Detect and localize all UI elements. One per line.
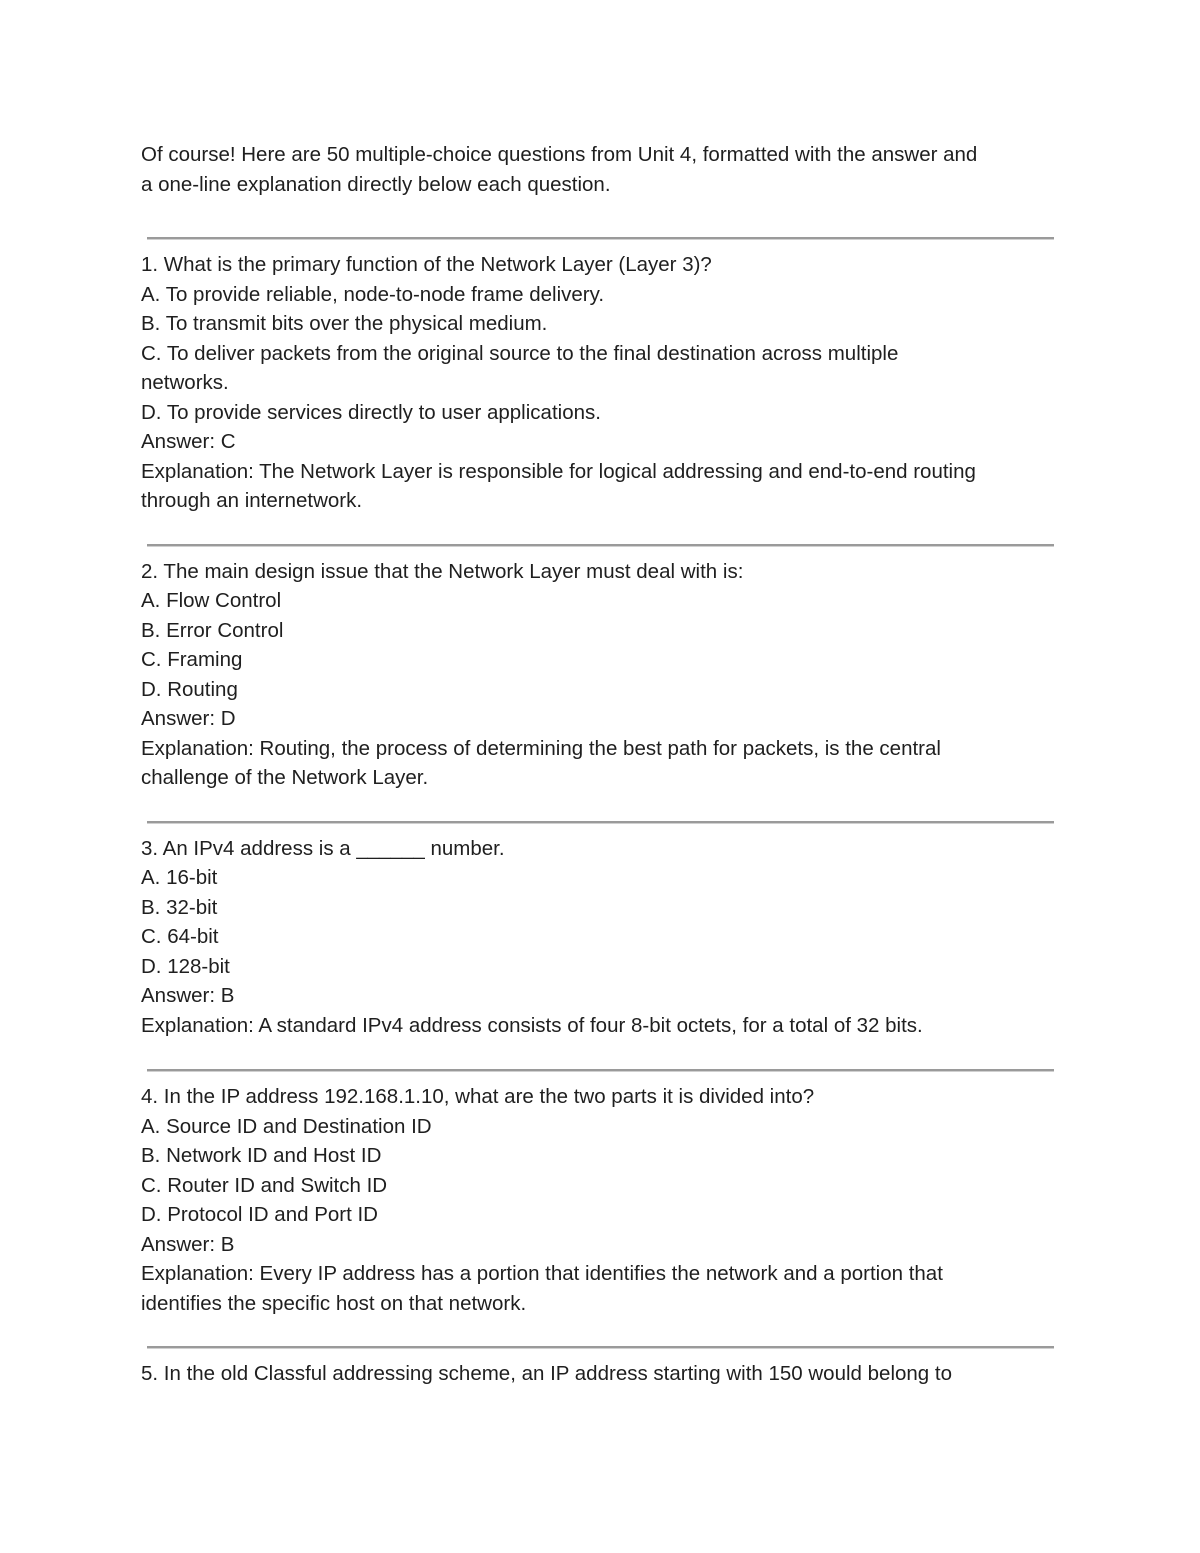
question-text: 4. In the IP address 192.168.1.10, what are the two parts it is divided into? [141,1085,815,1108]
horizontal-divider [147,237,1054,240]
option-a: A. 16-bit [141,866,218,889]
option-b: B. To transmit bits over the physical medium. [141,312,548,335]
option-a: A. Source ID and Destination ID [141,1114,432,1138]
question-text: 2. The main design issue that the Network Layer must deal with is: [141,559,744,583]
answer-line: Answer: C [141,430,236,453]
horizontal-divider [147,1069,1054,1072]
question-block-5 [141,1359,1056,1389]
option-d: D. 128-bit [141,954,230,978]
horizontal-divider [147,821,1054,824]
answer-line: Answer: B [141,1232,235,1256]
option-a: A. To provide reliable, node-to-node frame delivery. [141,282,605,306]
explanation-line: challenge of the Network Layer. [141,766,429,789]
question-text: 1. What is the primary function of the Network Layer (Layer 3)? [141,253,712,276]
option-d: D. Routing [141,677,238,701]
explanation-line: Explanation: Routing, the process of determining the best path for packets, is the central [141,736,941,760]
question-block-1 [141,250,1056,516]
answer-line: Answer: B [141,984,235,1007]
option-c: C. Framing [141,648,243,671]
option-c: C. Router ID and Switch ID [141,1173,388,1197]
option-a: A. Flow Control [141,589,282,612]
option-d: D. Protocol ID and Port ID [141,1203,378,1226]
explanation-line: Explanation: Every IP address has a portion that identifies the network and a portion that [141,1262,943,1285]
option-c: C. 64-bit [141,925,219,948]
option-b: B. Error Control [141,618,284,642]
horizontal-divider [147,544,1054,547]
option-c-continued: networks. [141,371,229,394]
question-text: 5. In the old Classful addressing scheme, an IP address starting with 150 would belong to [141,1362,952,1385]
option-d: D. To provide services directly to user applications. [141,400,601,424]
answer-line: Answer: D [141,707,236,730]
explanation-line: Explanation: A standard IPv4 address consists of four 8-bit octets, for a total of 32 bits. [141,1013,923,1037]
option-b: B. Network ID and Host ID [141,1144,382,1167]
intro-line: Of course! Here are 50 multiple-choice questions from Unit 4, formatted with the answer and [141,143,978,166]
option-b: B. 32-bit [141,895,218,919]
explanation-line: identifies the specific host on that network. [141,1291,527,1315]
document-page [141,140,1056,1389]
horizontal-divider [147,1346,1054,1349]
intro-paragraph [141,140,1056,199]
explanation-line: Explanation: The Network Layer is responsible for logical addressing and end-to-end routing [141,459,976,483]
question-block-3 [141,834,1056,1041]
question-block-4 [141,1082,1056,1318]
question-block-2 [141,557,1056,793]
question-text: 3. An IPv4 address is a ______ number. [141,836,505,860]
explanation-line: through an internetwork. [141,489,363,512]
option-c: C. To deliver packets from the original source to the final destination across multiple [141,341,899,365]
intro-line: a one-line explanation directly below each question. [141,172,611,196]
